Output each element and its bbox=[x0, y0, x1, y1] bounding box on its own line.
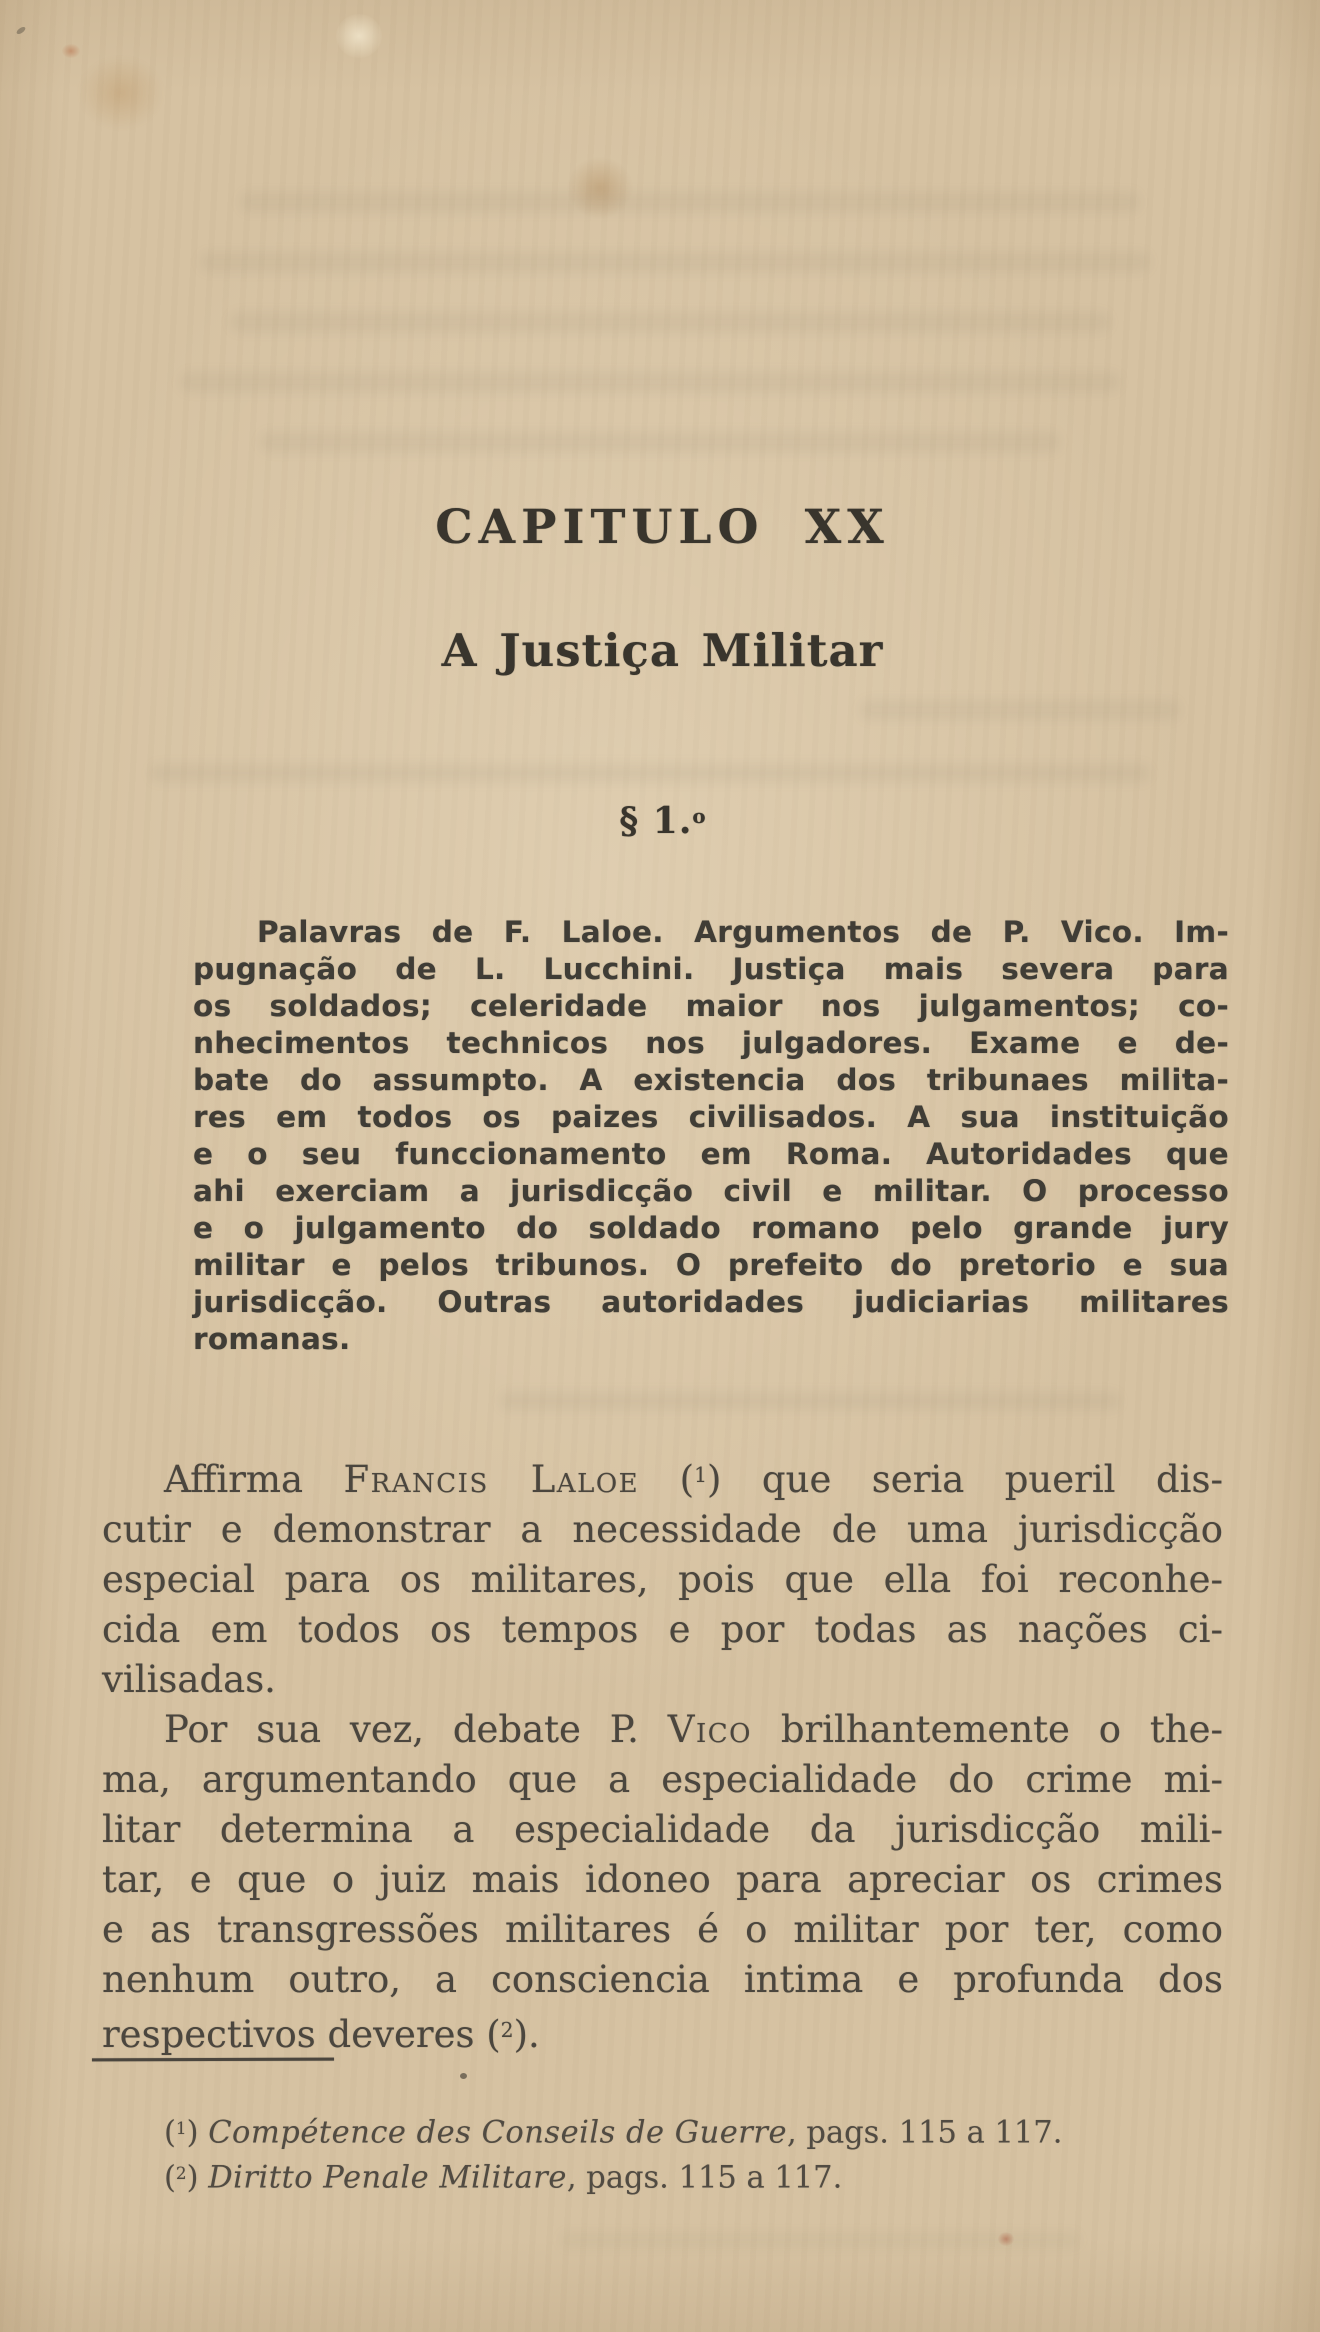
bleedthrough-smudge bbox=[860, 700, 1180, 720]
bleedthrough-smudge bbox=[240, 192, 1140, 212]
summary-line: os soldados; celeridade maior nos julgamentos; co- bbox=[193, 989, 1229, 1023]
body-line: cida em todos os tempos e por todas as nações ci- bbox=[102, 1608, 1223, 1652]
bleedthrough-smudge bbox=[180, 372, 1120, 392]
footnote-pages: , pags. 115 a 117. bbox=[566, 2160, 843, 2196]
body-line: litar determina a especialidade da jurisdicção mili- bbox=[102, 1808, 1223, 1852]
paper-stain bbox=[78, 56, 164, 130]
cited-work-title: Diritto Penale Militare bbox=[208, 2160, 567, 2196]
summary-line: militar e pelos tribunos. O prefeito do pretorio e sua bbox=[193, 1248, 1229, 1282]
body-line: vilisadas. bbox=[102, 1658, 276, 1702]
body-text-run: ( bbox=[639, 1458, 695, 1502]
summary-line: ahi exerciam a jurisdicção civil e militar. O processo bbox=[193, 1174, 1229, 1208]
body-text-run: Por sua vez, debate P. bbox=[164, 1708, 668, 1752]
bleedthrough-smudge bbox=[230, 312, 1110, 332]
footnote-reference: 1 bbox=[694, 1463, 708, 1487]
bleedthrough-smudge bbox=[500, 1392, 1120, 1410]
body-line: cutir e demonstrar a necessidade de uma jurisdicção bbox=[102, 1508, 1223, 1552]
summary-line: nhecimentos technicos nos julgadores. Exame e de- bbox=[193, 1026, 1229, 1060]
body-text bbox=[102, 1450, 1223, 2060]
footnote-pages: , pags. 115 a 117. bbox=[787, 2115, 1063, 2151]
section-mark bbox=[102, 800, 1223, 842]
body-line bbox=[102, 1705, 1223, 1755]
footnotes bbox=[102, 2108, 1223, 2199]
body-line: tar, e que o juiz mais idoneo para apreciar os crimes bbox=[102, 1858, 1223, 1902]
body-text-run: ). bbox=[513, 2013, 540, 2057]
paper-stain bbox=[998, 2232, 1014, 2246]
body-text-run: respectivos deveres ( bbox=[102, 2013, 501, 2057]
paper-stain bbox=[62, 44, 80, 58]
body-text-run: Affirma bbox=[164, 1458, 344, 1502]
chapter-heading: CAPITULO XX bbox=[435, 500, 890, 555]
body-line: e as transgressões militares é o militar por ter, como bbox=[102, 1908, 1223, 1952]
author-name: Vico bbox=[667, 1708, 752, 1752]
footnote-marker-number: 1 bbox=[175, 2118, 187, 2138]
footnote-line bbox=[102, 2153, 1223, 2198]
body-line: ma, argumentando que a especialidade do crime mi- bbox=[102, 1758, 1223, 1802]
summary-line: e o julgamento do soldado romano pelo grande jury bbox=[193, 1211, 1229, 1245]
body-line: nenhum outro, a consciencia intima e profunda dos bbox=[102, 1958, 1223, 2002]
bleedthrough-smudge bbox=[260, 432, 1060, 452]
footnote-marker: ( bbox=[164, 2160, 176, 2196]
footnote-separator-rule bbox=[92, 2058, 334, 2062]
summary-line: jurisdicção. Outras autoridades judiciarias militares bbox=[193, 1285, 1229, 1319]
footnote-marker-number: 2 bbox=[175, 2163, 187, 2184]
ink-speck bbox=[460, 2073, 467, 2079]
summary-line: bate do assumpto. A existencia dos tribunaes milita- bbox=[193, 1063, 1229, 1097]
footnote-reference: 2 bbox=[500, 2018, 514, 2043]
bleedthrough-smudge bbox=[200, 252, 1150, 272]
chapter-summary bbox=[193, 914, 1229, 1358]
bleedthrough-smudge bbox=[150, 764, 1150, 782]
summary-line: Palavras de F. Laloe. Argumentos de P. Vico. Im- bbox=[257, 915, 1229, 949]
paper-stain bbox=[336, 14, 382, 58]
summary-line: romanas. bbox=[193, 1322, 351, 1356]
body-text-run: ) que seria pueril dis- bbox=[707, 1458, 1223, 1502]
body-line bbox=[102, 2005, 1223, 2060]
chapter-title: A Justiça Militar bbox=[441, 624, 884, 677]
summary-line: pugnação de L. Lucchini. Justiça mais severa para bbox=[193, 952, 1229, 986]
ink-speck bbox=[15, 26, 26, 36]
footnote-marker: ( bbox=[164, 2115, 176, 2151]
body-line: especial para os militares, pois que ella foi reconhe- bbox=[102, 1558, 1223, 1602]
body-text-run: brilhantemente o the- bbox=[751, 1708, 1223, 1752]
footnote-marker: ) bbox=[186, 2160, 209, 2196]
author-name: Francis Laloe bbox=[343, 1458, 640, 1502]
cited-work-title: Compétence des Conseils de Guerre bbox=[208, 2115, 788, 2151]
summary-line: e o seu funccionamento em Roma. Autoridades que bbox=[193, 1137, 1229, 1171]
section-number: § 1. bbox=[619, 800, 693, 842]
section-ordinal: o bbox=[692, 804, 706, 829]
footnote-line bbox=[102, 2108, 1223, 2153]
bleedthrough-smudge bbox=[560, 2232, 1080, 2248]
paper-stain bbox=[568, 158, 632, 218]
body-line bbox=[102, 1450, 1223, 1505]
footnote-marker: ) bbox=[186, 2115, 209, 2151]
summary-line: res em todos os paizes civilisados. A sua instituição bbox=[193, 1100, 1229, 1134]
